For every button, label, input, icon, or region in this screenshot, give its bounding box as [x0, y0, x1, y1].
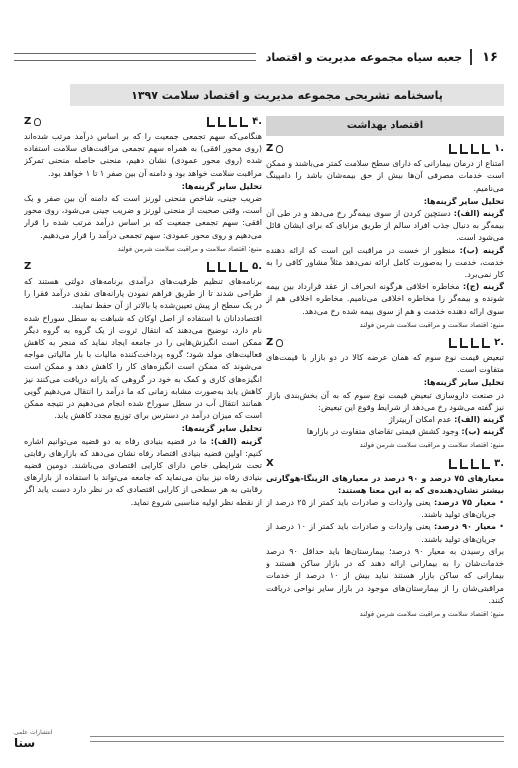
question-icons: Z — [266, 143, 283, 155]
answer-options — [449, 338, 490, 348]
option-label: گزینه (ج): — [462, 281, 504, 292]
answer-text: معیارهای ۷۵ درصد و ۹۰ درصد در معیارهای الزینگا-هوگارتی بیشتر نشان‌دهنده‌ی که به این معنا هستند: — [266, 472, 504, 495]
other-options-heading: تحلیل سایر گزینه‌ها: — [181, 423, 262, 434]
question-number: ۴. — [252, 115, 262, 127]
answer-text: هنگامی‌که سهم تجمعی جمعیت را که بر اساس درآمد مرتب شده‌اند (روی محور افقی) به همراه سهم تجمعی مراقبت‌های سلامت استفاده شده (روی محور عمودی) نشان دهیم، منحنی حاصله منحنی تمرکز مراقبت سلامت خواهد بود و دامنه آن بین صفر ۱ تا ۱ خواهد بود. — [24, 131, 262, 178]
answer-options — [449, 459, 490, 469]
paragraph: در صنعت داروسازی تبعیض قیمت نوع سوم که به آن بخش‌بندی بازار نیز گفته می‌شود رخ می‌دهد از شرایط وقوع این تبعیض: — [266, 389, 504, 412]
logo-wordmark: سنا — [14, 735, 36, 750]
option-label: گزینه (ب): — [461, 426, 504, 437]
option-label: گزینه (الف): — [454, 414, 504, 425]
question-number: ۱. — [494, 143, 504, 155]
footer-rule — [90, 736, 504, 742]
bullet-label: معیار ۷۵ درصد: — [434, 497, 497, 508]
option-text: ما در قضیه بنیادی رفاه به دو قضیه می‌توانیم اشاره کنیم: اولین قضیه بنیادی اقتصاد رفاه نشان می‌دهد که بازارهای رقابتی تحت شرایطی خاص دارای کارایی اقتصادی می‌باشند. دومین قضیه بنیادی رفاه نیز بیان می‌نماید که جامعه می‌تواند با استفاده از بازارهای رقابتی به هر سطحی از کارایی اقتصادی که در نظر دارد دست یابد اگر از نقطه نظر اولیه مناسبی شروع نماید. — [24, 435, 262, 507]
question-number: ۵. — [252, 260, 262, 272]
source-note: منبع: اقتصاد سلامت و مراقبت سلامت شرمن فولند — [117, 244, 262, 253]
option-label: گزینه (الف): — [453, 208, 504, 219]
other-options-heading: تحلیل سایر گزینه‌ها: — [423, 377, 504, 388]
answer-text: امتناع از درمان بیمارانی که دارای سطح سلامت کمتر می‌باشند و ممکن است خدمات مصرفی آن‌ها بیش از حق بیمه‌شان باشد را دامپینگ می‌نامیم. — [266, 158, 504, 193]
option-text: دستچین کردن از سوی بیمه‌گر رخ می‌دهد و در طی آن بیمه‌گر به دنبال جذب افراد سالم از طریق مزایای که برای ایشان قائل می‌شود است. — [266, 208, 504, 243]
page-footer — [14, 724, 504, 754]
question-3: X ۳. معیارهای ۷۵ درصد و ۹۰ درصد در معیارهای الزینگا-هوگارتی بیشتر نشان‌دهنده‌ی که به این معنا هستند: • معیار ۷۵ درصد: یعنی واردات و صادرات باید کمتر از ۲۵ درصد از جریان‌های تولید باشند. • معیار ۹۰ درصد: یعنی واردات و صادرات باید کمتر از ۱۰ درصد از جریان‌های تولید باشند. برای رسیدن به معیار ۹۰ درصد؛ بیمارستان‌ها باید حداقل ۹۰ درصد خدمات‌شان را به بیمارانی ارائه دهند که در بازار ساکن هستند و بیمارانی که ساکن بازار هستند نباید بیش از ۱۰ درصد از خدمات مراقبتی‌شان را از بیمارستان‌های موجود در بازار سایر نواحی دریافت کنند. منبع: اقتصاد سلامت و مراقبت سلامت شرمن فولند — [266, 457, 504, 620]
publisher-logo — [14, 728, 84, 750]
answer-key-banner: پاسخنامه تشریحی مجموعه مدیریت و اقتصاد سلامت ۱۳۹۷ — [70, 84, 504, 106]
source-note: منبع: اقتصاد سلامت و مراقبت سلامت شرمن فولند — [359, 441, 504, 450]
header-title: جعبه سیاه مجموعه مدیریت و اقتصاد — [265, 50, 463, 64]
question-1 — [266, 142, 504, 331]
bulb-icon — [276, 145, 283, 153]
section-title: اقتصاد بهداشت — [266, 116, 504, 136]
answer-text: برنامه‌های تنظیم ظرفیت‌های درآمدی برنامه‌های دولتی هستند که طراحی شدند تا از طریق فراهم نمودن یارانه‌های نقدی درآمد فقرا را در یک سطح از پیش تعیین‌شده یا بالاتر از آن حفظ نمایند. — [24, 276, 262, 311]
bullet-text: یعنی واردات و صادرات باید کمتر از ۱۰ درصد از جریان‌های تولید باشند. — [266, 521, 496, 544]
bullet-text: یعنی واردات و صادرات باید کمتر از ۲۵ درصد از جریان‌های تولید باشند. — [266, 497, 496, 520]
paragraph: ضریب جینی، شاخص منحنی لورنز است که دامنه آن بین صفر و یک است، وقتی صحبت از منحنی لورنز و ضریب جینی می‌شود، روی محور افقی: سهم تجمعی جمعیت که بر اساس درآمد مرتب شده را قرار می‌دهیم و روی محور عمودی: سهم تجمعی درآمد را قرار می‌دهیم. — [24, 193, 262, 240]
source-note: منبع: اقتصاد سلامت و مراقبت سلامت شرمن فولند — [359, 320, 504, 329]
question-number: ۲. — [494, 336, 504, 348]
question-5: Z ۵. برنامه‌های تنظیم ظرفیت‌های درآمدی برنامه‌های دولتی هستند که طراحی شدند تا از طریق فراهم نمودن یارانه‌های نقدی درآمد فقرا را در یک سطح از پیش تعیین‌شده یا بالاتر از آن حفظ نمایند. اقتصاددانان با استفاده از اصل اوکان که شباهت به سطل سوراخ شده نام دارد، توضیح می‌دهند که انتقال ثروت از یک گروه به گروه دیگر ممکن است انگیزش‌هایی را در جامعه ایجاد نماید که منجر به کاهش فعالیت‌های مولد شود؛ گروه پرداخت‌کننده مالیات با بار مالیاتی مواجه می‌شوند که ممکن است انگیزه‌های کار را کاهش دهد و ممکن است انگیزه‌های کاری و کمک به خود در گروهی که یارانه دریافت می‌کنند نیز کاهش یابد به‌صورت مشابه زمانی که ما درآمد را انتقال می‌دهیم گویی همانند انتقال آب در سطل سوراخ شده انجام می‌دهیم در نتیجه ممکن است که میزان درآمد در دسترس برای توزیع مجدد کاهش یابد. تحلیل سایر گزینه‌ها: گزینه (الف): ما در قضیه بنیادی رفاه به دو قضیه می‌توانیم اشاره کنیم: اولین قضیه بنیادی اقتصاد رفاه نشان می‌دهد که بازارهای رقابتی تحت شرایطی خاص دارای کارایی اقتصادی می‌باشند. دومین قضیه بنیادی رفاه نیز بیان می‌نماید که جامعه می‌تواند با استفاده از بازارهای رقابتی به هر سطحی از کارایی اقتصادی که در نظر دارد دست یابد اگر از نقطه نظر اولیه مناسبی شروع نماید. — [24, 260, 262, 507]
left-column — [24, 112, 262, 710]
right-column — [266, 112, 504, 710]
source-note: منبع: اقتصاد سلامت و مراقبت سلامت شرمن فولند — [359, 609, 504, 618]
option-label: گزینه (ب): — [459, 244, 504, 255]
paragraph: اقتصاددانان با استفاده از اصل اوکان که شباهت به سطل سوراخ شده نام دارد، توضیح می‌دهند که انتقال ثروت از یک گروه به گروه دیگر ممکن است انگیزش‌هایی را در جامعه ایجاد نماید که منجر به کاهش فعالیت‌های مولد شود؛ گروه پرداخت‌کننده مالیات با بار مالیاتی مواجه می‌شوند که ممکن است انگیزه‌های کار را کاهش دهد و ممکن است انگیزه‌های کاری و کمک به خود در گروهی که یارانه دریافت می‌کنند نیز کاهش یابد به‌صورت مشابه زمانی که ما درآمد را انتقال می‌دهیم گویی همانند انتقال آب در سطل سوراخ شده انجام می‌دهیم در نتیجه ممکن است که میزان درآمد در دسترس برای توزیع مجدد کاهش یابد. — [24, 312, 262, 421]
logo-caption: انتشارات علمی — [14, 728, 53, 736]
page-header — [14, 44, 504, 70]
other-options-heading: تحلیل سایر گزینه‌ها: — [181, 180, 262, 191]
bulb-icon — [276, 339, 283, 347]
answer-options — [449, 144, 490, 154]
option-text: وجود کشش قیمتی تقاضای متفاوت در بازارها — [306, 426, 459, 437]
question-4: Z ۴. هنگامی‌که سهم تجمعی جمعیت را که بر اساس درآمد مرتب شده‌اند (روی محور افقی) به همراه سهم تجمعی مراقبت‌های سلامت استفاده شده (روی محور عمودی) نشان دهیم، منحنی حاصله منحنی تمرکز مراقبت سلامت خواهد بود و دامنه آن بین صفر ۱ تا ۱ خواهد بود. تحلیل سایر گزینه‌ها: ضریب جینی، شاخص منحنی لورنز است که دامنه آن بین صفر و یک است، وقتی صحبت از منحنی لورنز و ضریب جینی می‌شود، روی محور افقی: سهم تجمعی جمعیت که بر اساس درآمد مرتب شده را قرار می‌دهیم و روی محور عمودی: سهم تجمعی درآمد را قرار می‌دهیم. منبع: اقتصاد سلامت و مراقبت سلامت شرمن فولند — [24, 115, 262, 255]
answer-text: تبعیض قیمت نوع سوم که همان عرضه کالا در دو بازار با قیمت‌های متفاوت است. — [266, 352, 504, 375]
paragraph: برای رسیدن به معیار ۹۰ درصد؛ بیمارستان‌ها باید حداقل ۹۰ درصد خدمات‌شان را به بیمارانی ارائه دهند که در بازار ساکن هستند و بیمارانی که ساکن بازار هستند نباید بیش از ۱۰ درصد از خدمات مراقبتی‌شان را از بیمارستان‌های موجود در بازار سایر نواحی دریافت کنند. — [266, 545, 504, 605]
bulb-icon — [34, 118, 41, 126]
answer-options — [207, 262, 248, 272]
option-text: عدم امکان آربیتراژ — [388, 414, 452, 425]
page-number: ۱۶ — [482, 49, 498, 65]
question-2: Z ۲. تبعیض قیمت نوع سوم که همان عرضه کالا در دو بازار با قیمت‌های متفاوت است. تحلیل سایر گزینه‌ها: در صنعت داروسازی تبعیض قیمت نوع سوم که به آن بخش‌بندی بازار نیز گفته می‌شود رخ می‌دهد از شرایط وقوع این تبعیض: گزینه (الف): عدم امکان آربیتراژ گزینه (ب): وجود کشش قیمتی تقاضای متفاوت در بازارها منبع: اقتصاد سلامت و مراقبت سلامت شرمن فولند — [266, 336, 504, 452]
option-text: مخاطره اخلاقی هرگونه انحراف از عقد قرارداد بین بیمه شونده و بیمه‌گر را مخاطره اخلاقی می‌نامیم. مخاطره اخلاقی هم از سوی ارائه دهنده خدمت و هم از سوی بیمه شده رخ می‌دهد. — [266, 281, 504, 316]
header-rule — [14, 53, 256, 61]
question-number: ۳. — [494, 457, 504, 469]
answer-options — [207, 117, 248, 127]
bullet-label: معیار ۹۰ درصد: — [434, 521, 497, 532]
option-label: گزینه (الف): — [210, 435, 262, 446]
option-text: منظور از خست در مراقبت این است که ارائه دهنده خدمت، خدمت را به‌صورت کامل ارائه نمی‌دهد مثلاً مشاور کافی را به کار نمی‌برد. — [266, 244, 504, 280]
other-options-heading: تحلیل سایر گزینه‌ها: — [423, 195, 504, 206]
header-divider — [470, 49, 472, 65]
